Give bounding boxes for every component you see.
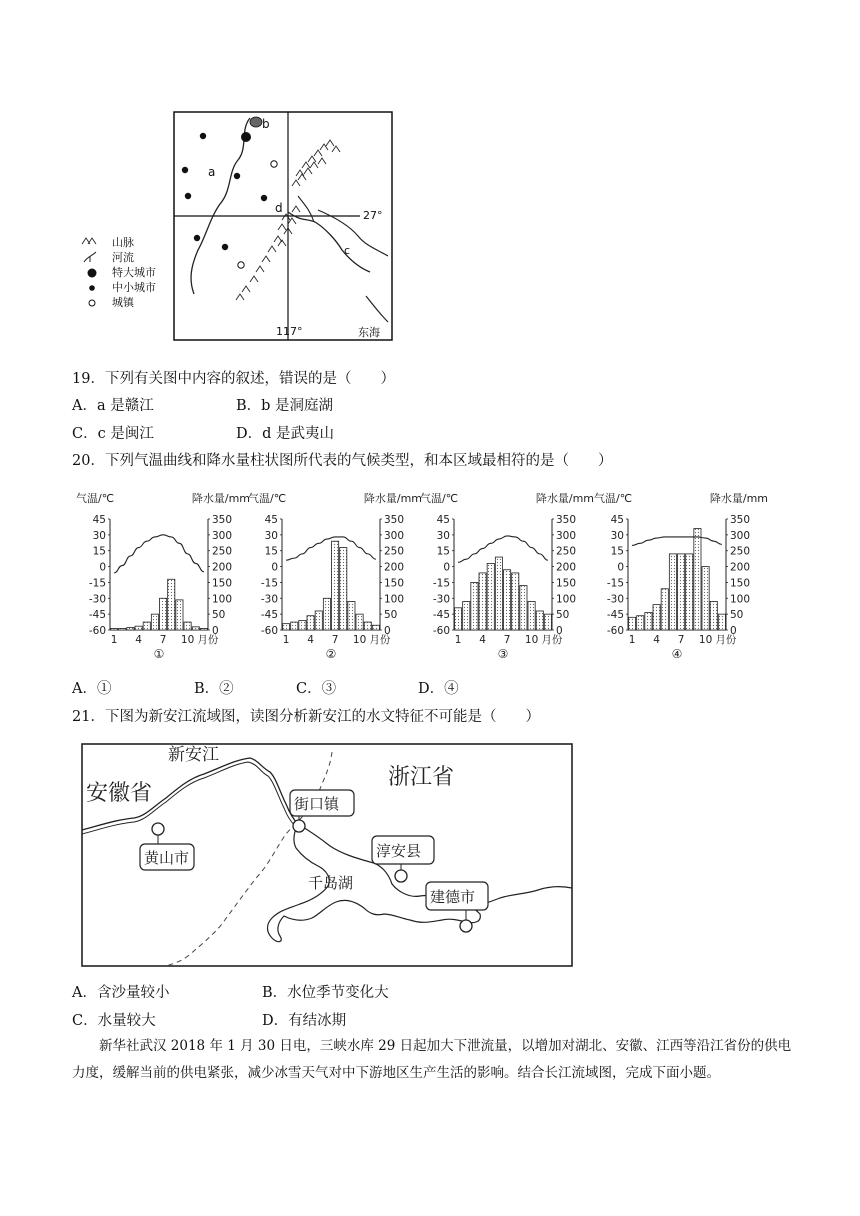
precip-tick: 100 <box>212 593 233 606</box>
precip-bar <box>119 628 126 630</box>
month-unit: 月份 <box>197 634 219 646</box>
precip-tick: 0 <box>212 625 219 637</box>
precip-bar <box>536 611 543 630</box>
precip-bar <box>669 554 676 630</box>
precip-axis-label: 降水量/mm <box>535 492 594 505</box>
precip-tick: 150 <box>556 577 577 590</box>
temp-tick: 45 <box>92 514 106 526</box>
q19-option-d[interactable]: D．d 是武夷山 <box>236 426 335 442</box>
precip-tick: 200 <box>730 561 751 574</box>
precip-bar <box>645 613 652 630</box>
precip-tick: 300 <box>556 529 577 542</box>
month-tick: 4 <box>135 634 142 646</box>
precip-bar <box>479 573 486 630</box>
chart-number: ① <box>153 647 165 661</box>
precip-axis-label: 降水量/mm <box>363 492 422 505</box>
q19-stem: 19．下列有关图中内容的叙述，错误的是（ ） <box>72 371 395 387</box>
sea-label: 东海 <box>358 326 380 339</box>
precip-bar <box>504 570 511 630</box>
precip-bar <box>127 627 134 630</box>
q21-option-d[interactable]: D．有结冰期 <box>262 1013 347 1029</box>
month-unit: 月份 <box>541 634 563 646</box>
precip-bar <box>520 586 527 630</box>
legend-river: 河流 <box>112 251 134 264</box>
precip-tick: 350 <box>730 514 751 526</box>
precip-bar <box>372 625 379 630</box>
q19-option-b[interactable]: B．b 是洞庭湖 <box>236 398 334 414</box>
precip-bar <box>702 567 709 630</box>
precip-bar <box>455 608 462 630</box>
temp-tick: -45 <box>606 609 624 622</box>
temp-tick: -60 <box>260 625 278 637</box>
precip-bar <box>315 611 322 630</box>
precip-bar <box>151 614 158 630</box>
precip-bar <box>184 622 191 630</box>
precip-bar <box>544 614 551 630</box>
precip-axis-label: 降水量/mm <box>709 492 768 505</box>
precip-bar <box>471 582 478 630</box>
month-tick: 7 <box>503 634 511 646</box>
temp-tick: -45 <box>260 609 278 622</box>
precip-tick: 50 <box>384 609 398 622</box>
temp-tick: 15 <box>264 545 278 558</box>
month-tick: 1 <box>628 634 636 646</box>
legend-small-city: 中小城市 <box>112 281 156 294</box>
temp-tick: -45 <box>88 609 106 622</box>
precip-bar <box>495 557 502 630</box>
province-zhejiang: 浙江省 <box>388 765 455 790</box>
precip-bar <box>348 601 355 630</box>
lat-label: 27° <box>363 209 383 222</box>
temp-tick: 30 <box>264 529 278 542</box>
temp-tick: 0 <box>443 561 450 574</box>
precip-tick: 250 <box>384 545 405 558</box>
label-c: c <box>344 244 351 257</box>
precip-tick: 300 <box>384 529 405 542</box>
precip-tick: 300 <box>730 529 751 542</box>
month-tick: 10 <box>524 634 539 646</box>
place-jiekou: 街口镇 <box>294 795 340 813</box>
month-tick: 10 <box>352 634 367 646</box>
precip-bar <box>192 627 199 630</box>
legend-town: 城镇 <box>112 296 134 309</box>
precip-tick: 0 <box>556 625 563 637</box>
precip-bar <box>718 614 725 630</box>
q21-option-a[interactable]: A．含沙量较小 <box>72 985 170 1001</box>
temp-tick: 15 <box>436 545 450 558</box>
temp-tick: -60 <box>432 625 450 637</box>
month-tick: 10 <box>698 634 713 646</box>
precip-bar <box>661 589 668 630</box>
precip-bar <box>323 598 330 630</box>
temp-tick: -60 <box>606 625 624 637</box>
precip-bar <box>168 579 175 630</box>
province-anhui: 安徽省 <box>86 781 153 806</box>
temp-axis-label: 气温/℃ <box>420 492 459 505</box>
climate-chart-4 <box>592 489 770 665</box>
temp-curve <box>114 535 204 573</box>
label-a: a <box>208 165 216 179</box>
temp-tick: 30 <box>436 529 450 542</box>
precip-bar <box>678 554 685 630</box>
temp-curve <box>286 537 376 560</box>
legend-big-city: 特大城市 <box>112 266 156 279</box>
temp-tick: -15 <box>260 577 278 590</box>
precip-bar <box>637 616 644 630</box>
precip-tick: 200 <box>384 561 405 574</box>
precip-bar <box>653 605 660 630</box>
temp-tick: -15 <box>88 577 106 590</box>
precip-axis-label: 降水量/mm <box>191 492 250 505</box>
precip-bar <box>694 529 701 630</box>
precip-bar <box>160 598 167 630</box>
temp-tick: -30 <box>606 593 624 606</box>
climate-chart-2 <box>246 489 424 665</box>
precip-bar <box>528 601 535 630</box>
lon-label: 117° <box>276 325 303 338</box>
climate-chart-3 <box>418 489 596 665</box>
month-tick: 4 <box>479 634 486 646</box>
chart-number: ④ <box>671 647 683 661</box>
precip-tick: 200 <box>212 561 233 574</box>
place-jiande: 建德市 <box>430 888 476 906</box>
precip-tick: 250 <box>556 545 577 558</box>
q20-option-a[interactable]: A．① <box>72 681 112 697</box>
precip-tick: 250 <box>212 545 233 558</box>
precip-bar <box>512 573 519 630</box>
precip-bar <box>463 601 470 630</box>
q20-option-b[interactable]: B．② <box>194 681 234 697</box>
temp-tick: -15 <box>432 577 450 590</box>
precip-tick: 350 <box>212 514 233 526</box>
temp-tick: 0 <box>617 561 624 574</box>
temp-tick: -30 <box>260 593 278 606</box>
precip-bar <box>487 563 494 630</box>
month-tick: 7 <box>159 634 167 646</box>
month-tick: 1 <box>282 634 290 646</box>
precip-tick: 350 <box>384 514 405 526</box>
precip-bar <box>135 626 142 630</box>
precip-bar <box>111 628 118 630</box>
temp-tick: -15 <box>606 577 624 590</box>
precip-bar <box>356 614 363 630</box>
precip-bar <box>307 616 314 630</box>
q19-option-c[interactable]: C．c 是闽江 <box>72 426 154 442</box>
place-huangshan: 黄山市 <box>144 849 190 867</box>
precip-tick: 150 <box>384 577 405 590</box>
precip-bar <box>332 541 339 630</box>
temp-tick: 15 <box>92 545 106 558</box>
q20-option-c[interactable]: C．③ <box>296 681 337 697</box>
month-tick: 7 <box>331 634 339 646</box>
precip-bar <box>364 622 371 630</box>
precip-bar <box>283 624 290 630</box>
temp-tick: 45 <box>610 514 624 526</box>
month-tick: 10 <box>180 634 195 646</box>
q21-option-c[interactable]: C．水量较大 <box>72 1013 156 1029</box>
map-xinanjiang-basin <box>80 738 576 970</box>
month-tick: 4 <box>653 634 660 646</box>
precip-tick: 300 <box>212 529 233 542</box>
precip-tick: 50 <box>212 609 226 622</box>
chart-number: ③ <box>497 647 509 661</box>
precip-tick: 50 <box>730 609 744 622</box>
q21-stem: 21．下图为新安江流域图，读图分析新安江的水文特征不可能是（ ） <box>72 709 540 725</box>
temp-axis-label: 气温/℃ <box>248 492 287 505</box>
lake-label: 千岛湖 <box>308 874 354 892</box>
temp-tick: 30 <box>92 529 106 542</box>
map-fujian-region <box>70 100 400 345</box>
precip-tick: 150 <box>212 577 233 590</box>
precip-bar <box>710 601 717 630</box>
precip-tick: 0 <box>384 625 391 637</box>
temp-tick: -45 <box>432 609 450 622</box>
q20-option-d[interactable]: D．④ <box>418 681 459 697</box>
temp-tick: 15 <box>610 545 624 558</box>
river-label: 新安江 <box>168 745 219 765</box>
precip-tick: 100 <box>384 593 405 606</box>
map-legend <box>82 236 156 309</box>
month-unit: 月份 <box>369 634 391 646</box>
climate-chart-1 <box>74 489 252 665</box>
reading-passage: 新华社武汉 2018 年 1 月 30 日电，三峡水库 29 日起加大下泄流量，以增加对湖北、安徽、江西等沿江省份的供电力度，缓解当前的供电紧张，减少冰雪天气对中下游地区生产生活的影响。结合长江流域图，完成下面小题。 <box>72 1038 792 1081</box>
precip-tick: 50 <box>556 609 570 622</box>
precip-tick: 0 <box>730 625 737 637</box>
label-b: b <box>262 117 270 131</box>
label-d: d <box>275 201 283 215</box>
legend-mountain: 山脉 <box>112 236 134 249</box>
temp-tick: -30 <box>432 593 450 606</box>
temp-curve <box>458 536 548 562</box>
temp-tick: 45 <box>436 514 450 526</box>
precip-tick: 100 <box>730 593 751 606</box>
precip-bar <box>200 628 207 630</box>
temp-curve <box>632 537 722 545</box>
precip-tick: 200 <box>556 561 577 574</box>
precip-tick: 100 <box>556 593 577 606</box>
temp-tick: -60 <box>88 625 106 637</box>
month-tick: 1 <box>454 634 462 646</box>
temp-tick: 45 <box>264 514 278 526</box>
precip-tick: 150 <box>730 577 751 590</box>
precip-bar <box>143 622 150 630</box>
month-tick: 4 <box>307 634 314 646</box>
q19-option-a[interactable]: A．a 是赣江 <box>72 398 154 414</box>
temp-tick: 0 <box>271 561 278 574</box>
temp-axis-label: 气温/℃ <box>76 492 115 505</box>
precip-bar <box>176 600 183 630</box>
precip-bar <box>291 622 298 630</box>
precip-bar <box>686 554 693 630</box>
precip-tick: 250 <box>730 545 751 558</box>
q20-stem: 20．下列气温曲线和降水量柱状图所代表的气候类型，和本区域最相符的是（ ） <box>72 453 613 469</box>
place-chunan: 淳安县 <box>376 842 422 860</box>
precip-tick: 350 <box>556 514 577 526</box>
precip-bar <box>340 548 347 630</box>
temp-tick: 0 <box>99 561 106 574</box>
precip-bar <box>299 620 306 630</box>
q21-option-b[interactable]: B．水位季节变化大 <box>262 985 389 1001</box>
temp-tick: 30 <box>610 529 624 542</box>
temp-axis-label: 气温/℃ <box>594 492 633 505</box>
chart-number: ② <box>325 647 337 661</box>
temp-tick: -30 <box>88 593 106 606</box>
precip-bar <box>629 617 636 630</box>
month-tick: 1 <box>110 634 118 646</box>
month-tick: 7 <box>677 634 685 646</box>
month-unit: 月份 <box>715 634 737 646</box>
